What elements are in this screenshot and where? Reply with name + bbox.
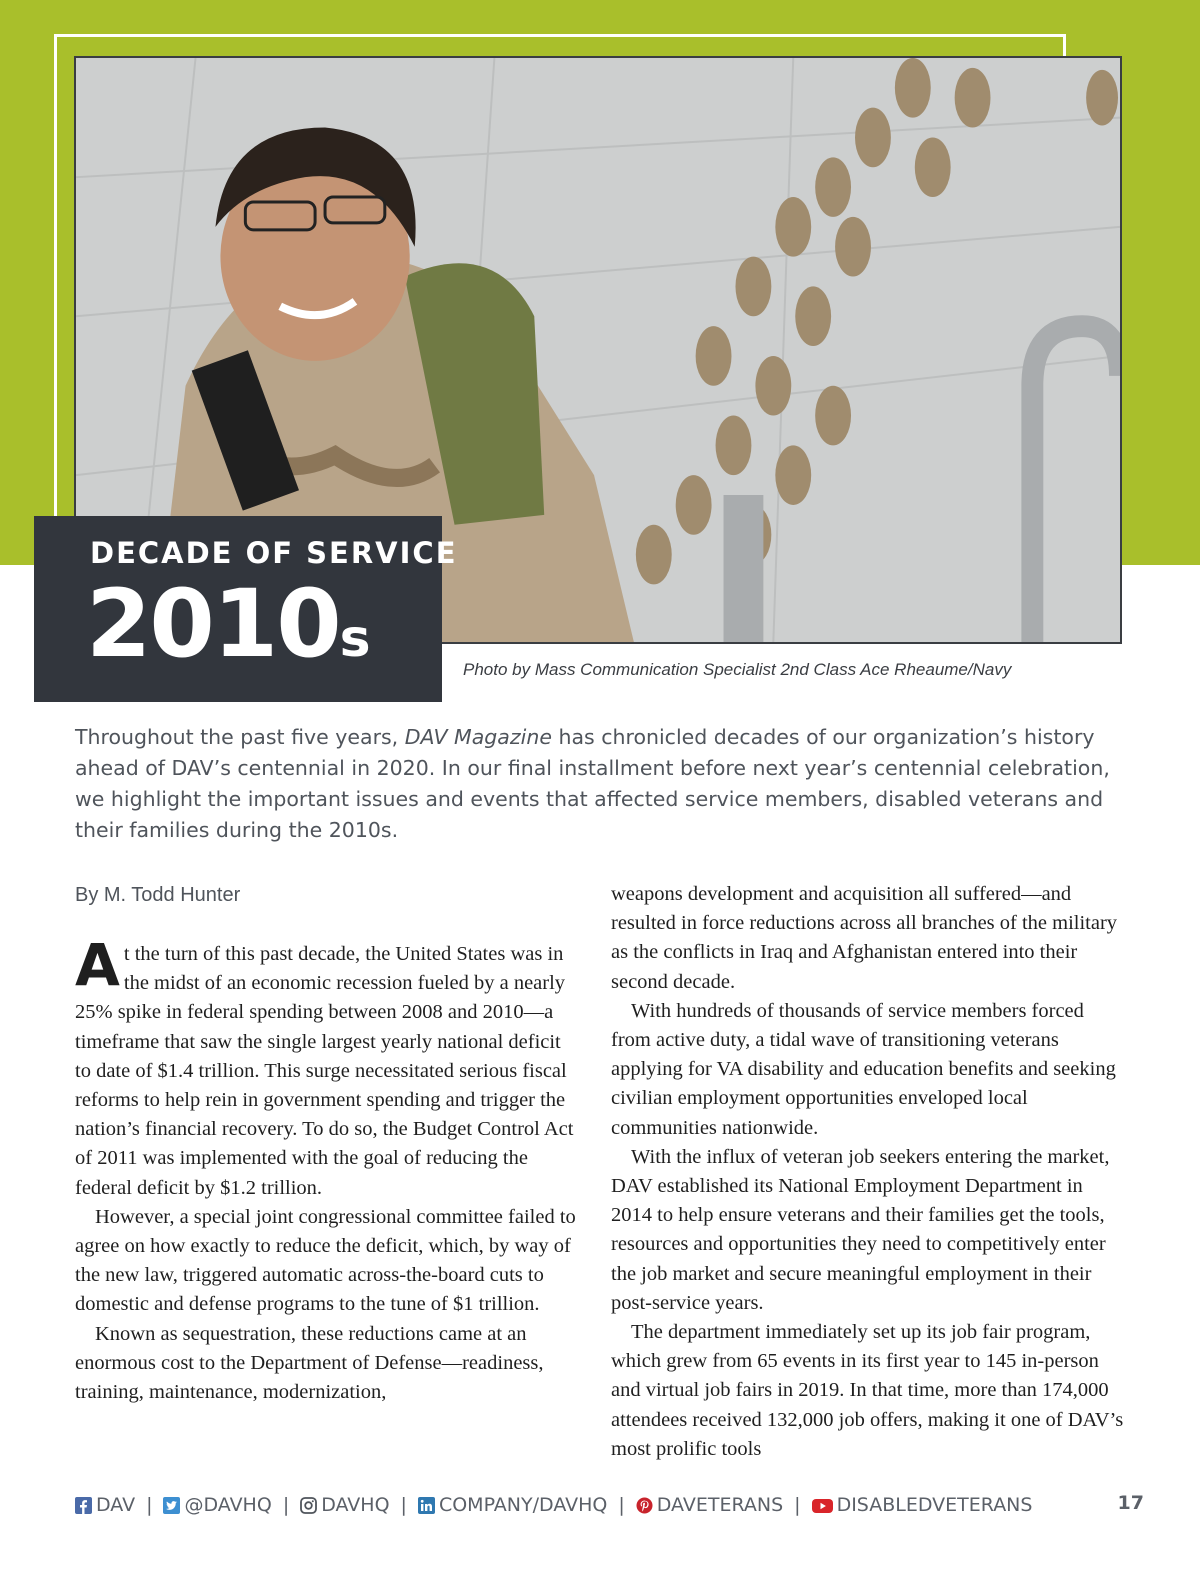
- article-paragraph: With the influx of veteran job seekers entering the market, DAV established its National Employment Department in 2014 to help ensure veterans and their families get the tools, resources and opportunities they need to competitively enter the job market and secure meaningful employment in their post-service years.: [611, 1145, 1110, 1314]
- youtube-handle: DISABLEDVETERANS: [836, 1494, 1033, 1516]
- facebook-handle: DAV: [96, 1494, 136, 1516]
- youtube-icon: [812, 1497, 833, 1514]
- article-paragraph-text: t the turn of this past decade, the United States was in the midst of an economic recession fueled by a nearly 25% spike in federal spending between 2008 and 2010—a timeframe that saw the single largest yearly national deficit to date of $1.4 trillion. This surge necessitated serious fiscal reforms to help rein in government spending and trigger the nation’s financial recovery. To do so, the Budget Control Act of 2011 was implemented with the goal of reducing the federal deficit by $1.2 trillion.: [75, 943, 574, 1199]
- intro-text-1: Throughout the past five years,: [75, 725, 405, 749]
- section-kicker: DECADE OF SERVICE: [90, 536, 458, 570]
- twitter-handle: @DAVHQ: [184, 1494, 272, 1516]
- footer-separator: |: [794, 1494, 801, 1516]
- article-paragraph: [75, 931, 580, 1203]
- instagram-icon: [300, 1497, 317, 1514]
- photo-credit: Photo by Mass Communication Specialist 2nd Class Ace Rheaume/Navy: [463, 660, 1012, 679]
- byline: By M. Todd Hunter: [75, 884, 241, 906]
- intro-text-2: has chronicled decades of our organization’s history ahead of DAV’s centennial in 2020. In our final installment before next year’s centennial celebration, we highlight the important issues and events that affected service members, disabled veterans and their families during the 2010s.: [75, 725, 1110, 842]
- instagram-link[interactable]: [300, 1494, 389, 1516]
- article-paragraph: The department immediately set up its job fair program, which grew from 65 events in its first year to 145 in-person and virtual job fairs in 2019. In that time, more than 174,000 attendees received 132,000 job offers, making it one of DAV’s most prolific tools: [611, 1321, 1124, 1460]
- twitter-icon: [163, 1497, 180, 1514]
- social-footer: [75, 1492, 1145, 1518]
- instagram-handle: DAVHQ: [321, 1494, 390, 1516]
- decade-suffix: s: [339, 609, 371, 669]
- intro-magazine-name: DAV Magazine: [404, 725, 552, 749]
- article-paragraph: However, a special joint congressional committee failed to agree on how exactly to reduce the deficit, which, by way of the new law, triggered automatic across-the-board cuts to domestic and defense programs to the tune of $1 trillion.: [75, 1205, 576, 1316]
- pinterest-handle: DAVETERANS: [656, 1494, 784, 1516]
- facebook-link[interactable]: [75, 1494, 135, 1516]
- article-paragraph-continued: weapons development and acquisition all suffered—and resulted in force reductions across all branches of the military as the conflicts in Iraq and Afghanistan entered into their second decade.: [611, 883, 1118, 993]
- article-paragraph: Known as sequestration, these reductions came at an enormous cost to the Department of Defense—readiness, training, maintenance, modernization,: [75, 1322, 544, 1404]
- title-box-accent: [34, 516, 56, 702]
- page-number: 17: [1117, 1492, 1144, 1514]
- drop-cap: A: [75, 931, 120, 999]
- twitter-link[interactable]: [163, 1494, 271, 1516]
- footer-separator: |: [618, 1494, 625, 1516]
- footer-separator: |: [400, 1494, 407, 1516]
- article-column-left: [75, 931, 580, 1407]
- youtube-link[interactable]: [812, 1494, 1033, 1516]
- intro-paragraph: [75, 722, 1125, 846]
- pinterest-link[interactable]: [636, 1494, 783, 1516]
- linkedin-link[interactable]: [418, 1494, 607, 1516]
- footer-separator: |: [146, 1494, 153, 1516]
- linkedin-handle: COMPANY/DAVHQ: [438, 1494, 608, 1516]
- pinterest-icon: [636, 1497, 653, 1514]
- decade-title: [86, 570, 371, 679]
- linkedin-icon: [418, 1497, 435, 1514]
- article-paragraph: With hundreds of thousands of service members forced from active duty, a tidal wave of transitioning veterans applying for VA disability and education benefits and seeking civilian employment opportunities enveloped local communities nationwide.: [611, 999, 1116, 1139]
- article-column-right: [611, 880, 1126, 1464]
- decade-number: 2010: [86, 570, 340, 679]
- footer-separator: |: [282, 1494, 290, 1516]
- facebook-icon: [75, 1497, 92, 1514]
